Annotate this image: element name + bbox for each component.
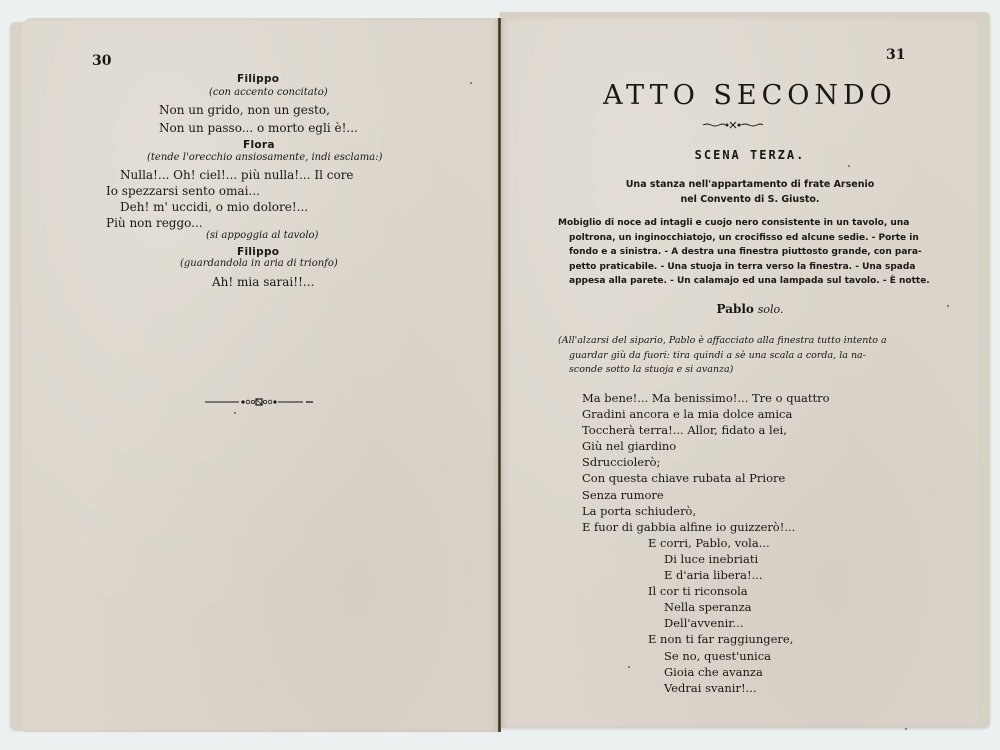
page-number-right: 31 (886, 47, 906, 63)
speaker-name: Flora (243, 139, 275, 151)
setting-line: nel Convento di S. Giusto. (680, 194, 820, 205)
verse-line: Giù nel giardino (582, 439, 677, 454)
scene-description (558, 216, 942, 289)
opening-stage-direction (558, 334, 948, 378)
book-gutter (498, 18, 501, 732)
act-title: ATTO SECONDO (603, 80, 897, 111)
stage-direction-line: sconde sotto la stuoja e si avanza) (569, 364, 734, 375)
verse-line: Se no, quest'unica (664, 648, 772, 663)
paper-speck (947, 305, 949, 307)
speaker-name: Filippo (237, 246, 280, 258)
verse-line: Gioia che avanza (664, 664, 763, 679)
stage-direction: (si appoggia al tavolo) (206, 230, 319, 241)
verse-line: Senza rumore (582, 487, 664, 502)
speaker-name: Filippo (237, 73, 280, 85)
verse-line: Non un passo... o morto egli è!... (159, 121, 358, 135)
setting-line: Una stanza nell'appartamento di frate Arsenio (625, 179, 875, 190)
paper-speck (234, 412, 236, 414)
verse-line: Vedrai svanir!... (664, 680, 757, 695)
paper-speck (628, 666, 630, 668)
verse-line: Deh! m' uccidi, o mio dolore!... (120, 200, 309, 214)
verse-line: Ah! mia sarai!!... (212, 275, 315, 289)
verse-line: Sdrucciolerò; (582, 455, 661, 470)
verse-line: E non ti far raggiungere, (648, 632, 794, 647)
verse-line: Con questa chiave rubata al Priore (582, 471, 786, 486)
description-line: fondo e a sinistra. - A destra una finestra piuttosto grande, con para- (569, 247, 922, 257)
ornament-divider-icon (205, 398, 313, 406)
stage-direction-line: (All'alzarsi del sipario, Pablo è affacciato alla finestra tutto intento a (558, 335, 887, 346)
description-line: poltrona, un inginocchiatojo, un crocifisso ed alcune sedie. - Porte in (569, 232, 919, 243)
verse-line: Il cor ti riconsola (648, 584, 748, 599)
verse-line: La porta schiuderò, (582, 503, 697, 518)
verse-line: Ma bene!... Ma benissimo!... Tre o quattro (582, 391, 830, 405)
stage-direction: (guardandola in aria di trionfo) (180, 258, 338, 269)
verse-line: Non un grido, non un gesto, (159, 103, 330, 117)
verse-line: Di luce inebriati (664, 551, 759, 566)
verse-line: Dell'avvenir... (664, 616, 744, 631)
scene-title: SCENA TERZA. (694, 148, 806, 162)
stage-direction: (tende l'orecchio ansiosamente, indi esclama:) (147, 152, 383, 163)
character-note: solo. (757, 303, 784, 316)
description-line: petto praticabile. - Una stuoja in terra verso la finestra. - Una spada (569, 261, 916, 272)
verse-line: Nulla!... Oh! ciel!... più nulla!... Il core (120, 168, 354, 182)
character-name: Pablo (716, 302, 754, 316)
verse-line: Gradini ancora e la mia dolce amica (582, 407, 793, 422)
verse-line: E fuor di gabbia alfine io guizzerò!... (582, 519, 796, 534)
paper-speck (905, 728, 907, 730)
description-line: Mobiglio di noce ad intagli e cuojo nero consistente in un tavolo, una (558, 218, 910, 228)
verse-line: E d'aria libera!... (664, 568, 763, 583)
paper-speck (470, 82, 472, 84)
pablo-monologue (582, 390, 902, 696)
verse-line: Io spezzarsi sento omai... (106, 184, 260, 198)
page-number-left: 30 (92, 53, 112, 69)
paper-speck (848, 165, 850, 167)
character-heading (560, 302, 940, 316)
verse-line: Più non reggo... (106, 216, 203, 230)
stage-direction: (con accento concitato) (209, 87, 328, 98)
verse-line: E corri, Pablo, vola... (648, 535, 770, 550)
ornament-divider-icon (703, 120, 763, 130)
verse-line: Nella speranza (664, 600, 752, 615)
scene-setting (560, 177, 940, 207)
verse-line: Toccherà terra!... Allor, fidato a lei, (582, 423, 787, 438)
stage-direction-line: guardar giù da fuori: tira quindi a sè una scala a corda, la na- (569, 349, 866, 361)
description-line: appesa alla parete. - Un calamajo ed una lampada sul tavolo. - È notte. (569, 276, 930, 286)
